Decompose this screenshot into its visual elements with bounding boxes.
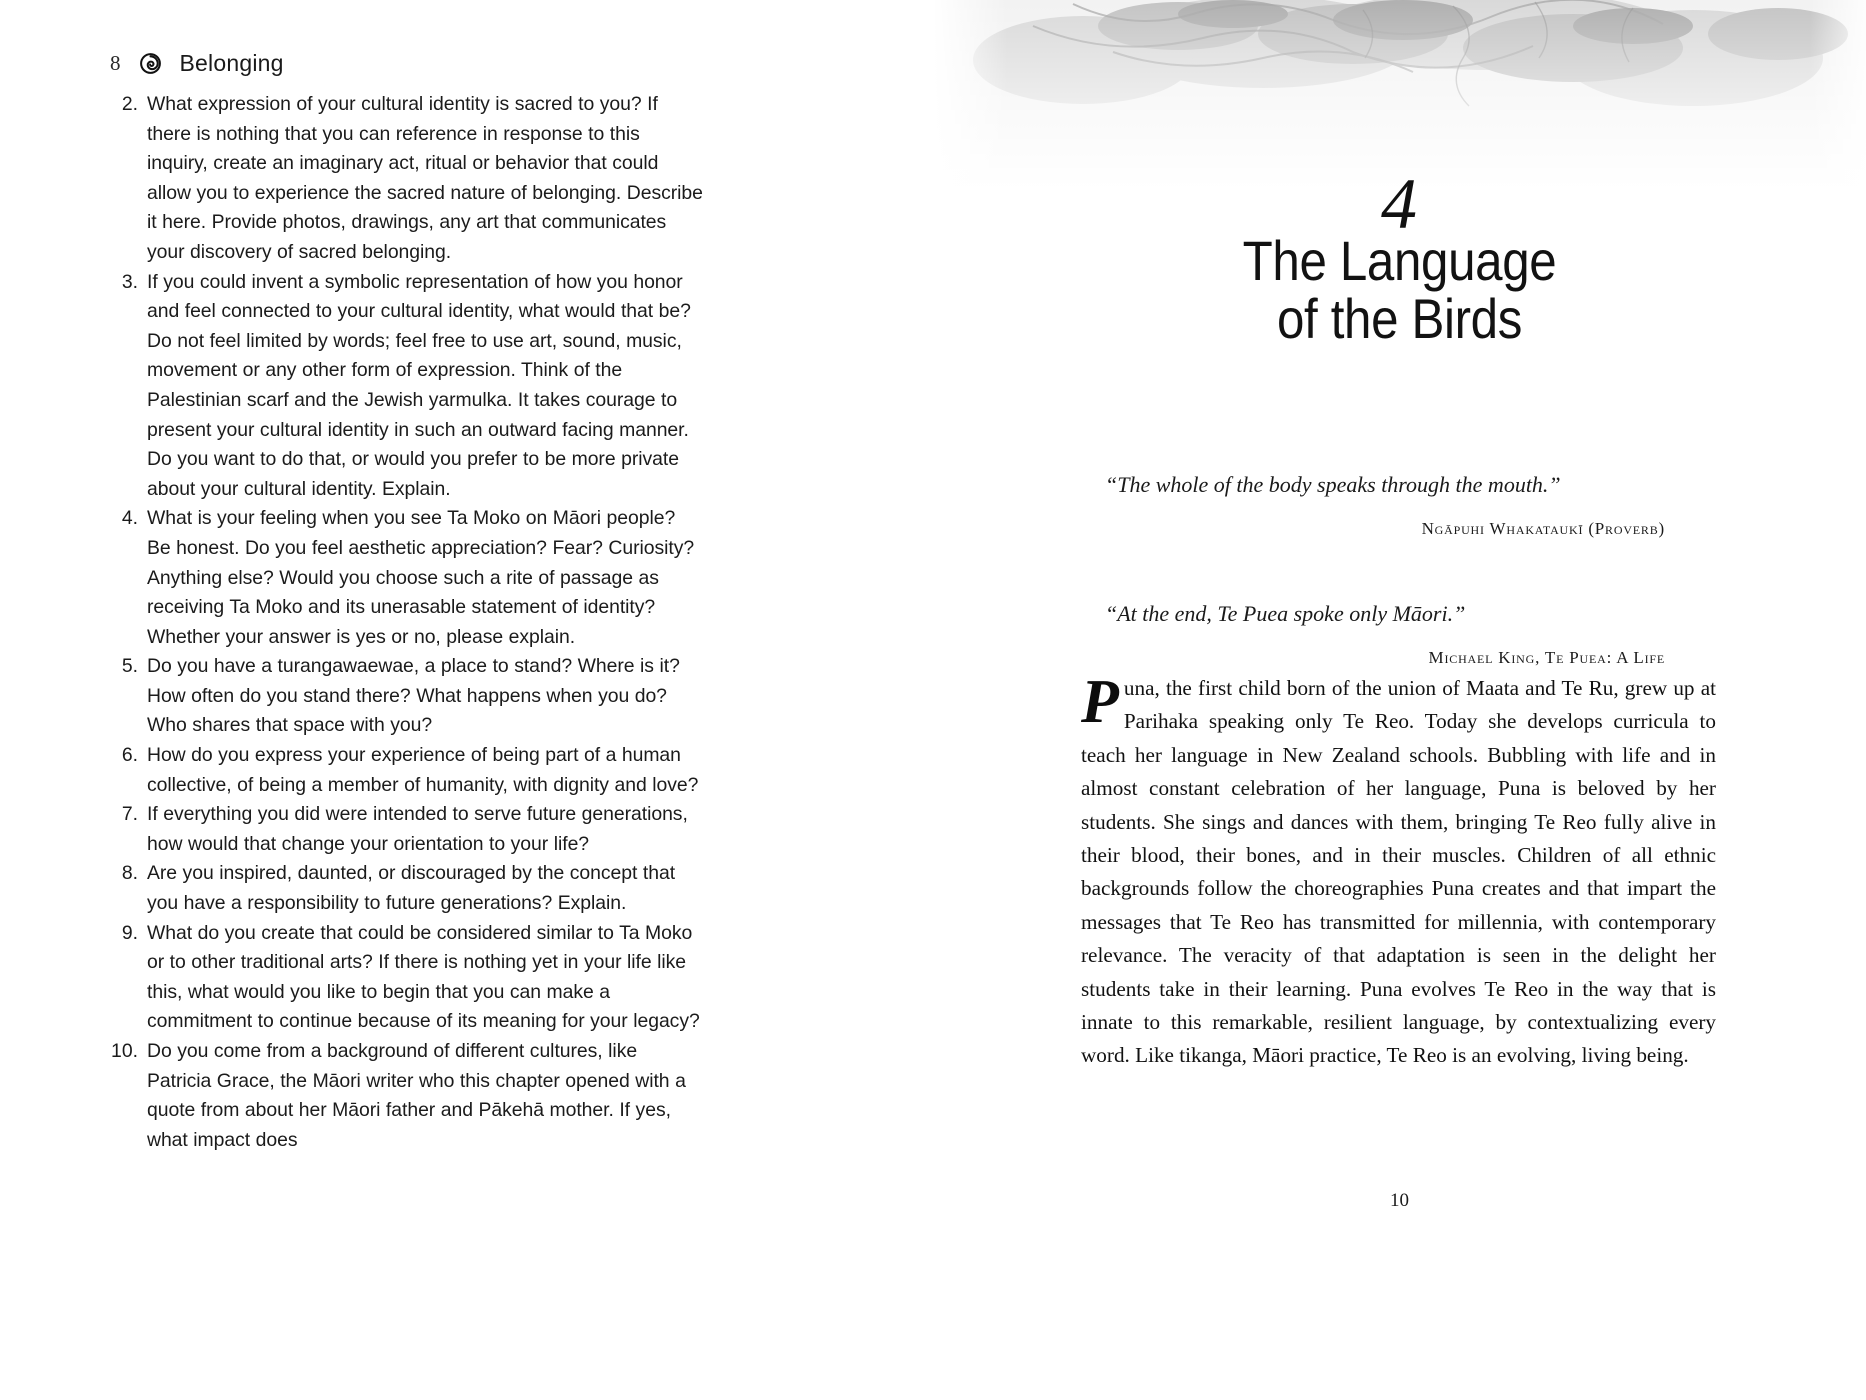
body-paragraph — [1081, 668, 1716, 1073]
list-item-text: If everything you did were intended to serve future generations, how would that change your orientation to your life? — [147, 803, 688, 855]
list-item — [104, 90, 704, 268]
list-item — [104, 741, 704, 800]
epigraph — [1093, 470, 1713, 541]
list-item-number: 2. — [121, 93, 138, 115]
list-item-number: 8. — [121, 862, 138, 885]
list-item-text: Do you have a turangawaewae, a place to stand? Where is it? How often do you stand there? What happens when you do? Who shares that space with you? — [147, 655, 680, 737]
body-paragraph-text: una, the first child born of the union of Maata and Te Ru, grew up at Parihaka speaking only Te Reo. Today she develops curricula to teach her language in New Zealand schools. Bubbling with life and in almost constant celebration of her language, Puna is beloved by her students. She sings and dances with them, bringing Te Reo fully alive in their blood, their bones, and in their muscles. Children of all ethnic backgrounds follow the choreographies Puna creates and that impart the messages that Te Reo has transmitted for millennia, with contemporary relevance. The veracity of that adaptation is seen in the delight her students take in their learning. Puna evolves Te Reo in the way that is innate to this remarkable, resilient language, by contextualizing every word. Like tikanga, Māori practice, Te Reo is an evolving, living being. — [1081, 676, 1716, 1068]
question-list — [104, 90, 704, 1155]
list-item-text: What do you create that could be considered similar to Ta Moko or to other traditional arts? If there is nothing yet in your life like this, what would you like to begin that you can make a commitment to continue because of its meaning for your legacy? — [147, 921, 700, 1033]
list-item-text: How do you express your experience of being part of a human collective, of being a member of humanity, with dignity and love? — [147, 744, 699, 796]
list-item-number: 10. — [111, 1040, 138, 1062]
list-item — [104, 859, 704, 918]
list-item-text: If you could invent a symbolic representation of how you honor and feel connected to your cultural identity, what would that be? Do not feel limited by words; feel free to use art, sound, music, movement or any other form of expression. Think of the Palestinian scarf and the Jewish yarmulka. It takes courage to present your cultural identity in such an outward facing manner. Do you want to do that, or would you prefer to be more private about your cultural identity. Explain. — [147, 270, 691, 500]
list-item-number: 5. — [121, 655, 138, 678]
epigraph-quote: “At the end, Te Puea spoke only Māori.” — [1105, 601, 1466, 626]
epigraph-source: Ngāpuhi Whakataukī (Proverb) — [1421, 519, 1665, 538]
list-item-number: 9. — [121, 921, 138, 944]
folio-number: 8 — [110, 50, 121, 75]
epigraph-quote: “The whole of the body speaks through the mouth.” — [1105, 472, 1561, 497]
running-head-title: Belonging — [179, 49, 284, 76]
list-item — [104, 504, 704, 652]
chapter-title-line-2: of the Birds — [1276, 287, 1523, 350]
drop-cap: P — [1081, 668, 1119, 736]
chapter-header-photograph — [933, 0, 1866, 190]
running-head — [110, 48, 284, 78]
list-item-text: What is your feeling when you see Ta Moko on Māori people? Be honest. Do you feel aesthetic appreciation? Fear? Curiosity? Anything else? Would you choose such a rite of passage as receiving Ta Moko and its unerasable statement of identity? Whether your answer is yes or no, please explain. — [147, 507, 695, 648]
list-item — [104, 1037, 704, 1155]
list-item-number: 3. — [121, 270, 138, 293]
list-item — [104, 268, 704, 505]
chapter-title — [989, 229, 1810, 350]
chapter-title-line-1: The Language — [1242, 229, 1557, 292]
list-item — [104, 652, 704, 741]
right-page — [933, 0, 1866, 1400]
list-item-text: Do you come from a background of different cultures, like Patricia Grace, the Māori writer who this chapter opened with a quote from about her Māori father and Pākehā mother. If yes, what impact does — [147, 1040, 686, 1151]
list-item — [104, 919, 704, 1037]
list-item-number: 6. — [121, 744, 138, 767]
koru-spiral-icon — [139, 52, 162, 75]
list-item-text: What expression of your cultural identity is sacred to you? If there is nothing that you can reference in response to this inquiry, create an imaginary act, ritual or behavior that could allow you to experience the sacred nature of belonging. Describe it here. Provide photos, drawings, any art that communicates your discovery of sacred belonging. — [147, 93, 703, 263]
list-item-text: Are you inspired, daunted, or discouraged by the concept that you have a responsibility to future generations? Explain. — [147, 862, 676, 915]
list-item-number: 7. — [121, 803, 138, 826]
page-number: 10 — [1390, 1190, 1409, 1211]
list-item — [104, 800, 704, 859]
list-item-number: 4. — [121, 507, 138, 530]
chapter-number: 4 — [1381, 164, 1418, 244]
epigraph-block — [1093, 470, 1713, 687]
epigraph — [1093, 599, 1713, 670]
epigraph-source: Michael King, Te Puea: A Life — [1428, 648, 1665, 667]
